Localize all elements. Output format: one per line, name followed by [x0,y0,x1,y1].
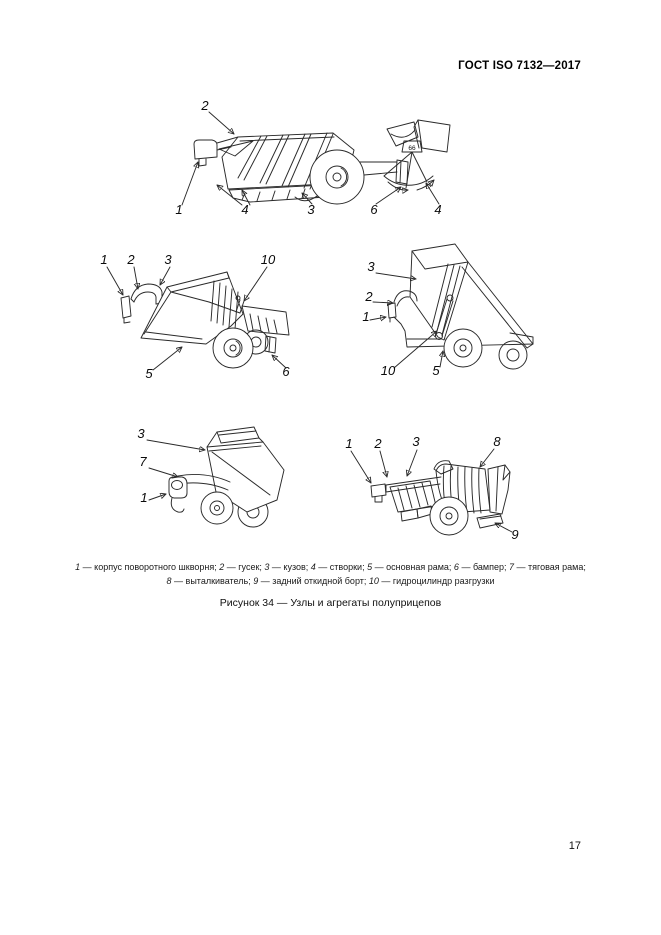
callout-label: 3 [137,426,145,441]
callout-label: 2 [365,289,373,304]
callout-label: 8 [493,434,501,449]
callout-label: 7 [139,454,147,469]
frame-beam [386,477,441,492]
legend-text: — кузов; [269,562,311,572]
wheel [430,497,468,535]
front-slat-section [390,481,436,521]
legend-number: 7 [508,562,514,572]
rear-deck [242,306,289,335]
detail-angle-label: 66 [408,145,416,152]
legend-text: — бампер; [458,562,509,572]
hitch-eye [169,477,187,512]
page-number: 17 [568,840,581,852]
callout-label: 6 [282,364,290,379]
front-wheel [444,329,482,367]
main-wheel [213,328,253,368]
callout-label: 3 [164,252,172,267]
callout-label: 10 [380,363,396,378]
kingpin-plate [121,296,131,323]
rear-wheel [499,341,527,369]
legend-number: 2 [219,562,225,572]
legend-text: — основная рама; [372,562,454,572]
figure-legend [0,561,661,588]
callout-label: 5 [145,366,153,381]
page-header: ГОСТ ISO 7132—2017 [458,60,581,72]
callout-label: 1 [362,309,370,324]
callout-label: 3 [307,202,315,217]
legend-number: 8 [166,575,172,586]
callout-label: 6 [370,202,378,217]
rear-box [488,465,510,514]
legend-line-2 [0,575,661,589]
callout-label: 1 [175,202,183,217]
kingpin-housing [194,140,217,166]
gooseneck [217,137,253,156]
callout-label: 1 [140,490,148,505]
legend-text: — выталкиватель; [171,575,254,586]
legend-text: — тяговая рама; [513,562,586,572]
callout-label: 4 [434,202,442,217]
callout-label: 2 [374,436,382,451]
tailgate-open [477,514,503,528]
gooseneck-hook [131,284,162,304]
drawing-drawbar-trailer [120,410,315,552]
legend-number: 3 [264,562,270,572]
legend-number: 5 [367,562,373,572]
drawing-ejector-trailer [328,422,543,562]
legend-number: 1 [75,562,81,572]
figure-caption: Рисунок 34 — Узлы и агрегаты полуприцепов [219,597,442,609]
legend-text: — корпус поворотного шкворня; [80,562,220,572]
callout-label: 2 [127,252,135,267]
callout-label: 3 [367,259,375,274]
main-wheel [201,492,233,524]
legend-line-1 [0,561,661,575]
callout-label: 3 [412,434,420,449]
callout-label: 2 [201,98,209,113]
callout-label: 1 [345,436,353,451]
callout-label: 4 [241,202,249,217]
legend-text: — створки; [315,562,368,572]
legend-text: — гусек; [224,562,265,572]
callout-label: 5 [432,363,440,378]
legend-text: — задний откидной борт; [258,575,369,586]
legend-number: 4 [310,562,316,572]
legend-text: — гидроцилиндр разгрузки [378,575,495,586]
drawing-rear-dump-lowered [90,242,300,394]
callout-label: 1 [100,252,108,267]
legend-number: 6 [453,562,459,572]
callout-label: 9 [511,527,519,542]
legend-number: 9 [253,575,259,586]
kingpin-housing [371,484,386,502]
wheel [310,150,364,204]
rear-gate-detail [384,120,450,190]
drawing-bottom-dump-trailer [165,90,465,235]
legend-number: 10 [368,575,379,586]
callout-label: 10 [260,252,276,267]
drawing-rear-dump-raised [350,227,585,395]
